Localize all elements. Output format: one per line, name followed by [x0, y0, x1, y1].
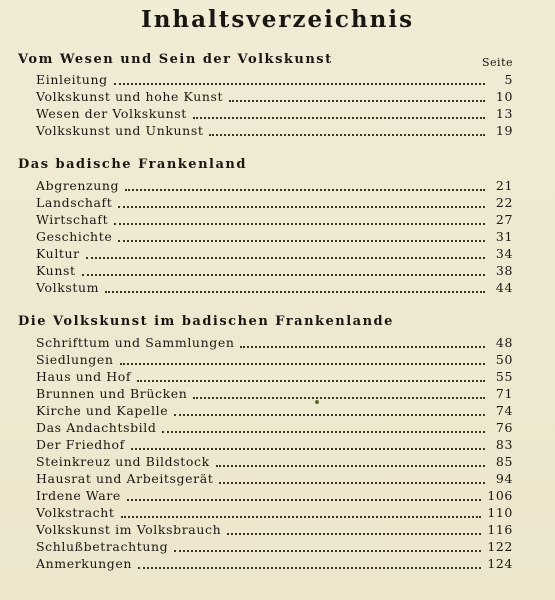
toc-entry[interactable]: [36, 539, 513, 556]
toc-entry[interactable]: [36, 72, 513, 89]
dot-leader: [227, 533, 481, 535]
toc-entry-page: 27: [495, 212, 513, 227]
toc-entry[interactable]: [36, 229, 513, 246]
dot-leader: [118, 240, 485, 242]
toc-entry[interactable]: [36, 437, 513, 454]
toc-entry[interactable]: [36, 335, 513, 352]
dot-leader: [162, 431, 485, 433]
toc-entry-label: Schlußbetrachtung: [36, 539, 169, 554]
toc-entry-page: 94: [495, 471, 513, 486]
toc-entry[interactable]: [36, 522, 513, 539]
dot-leader: [118, 206, 485, 208]
toc-entry-label: Irdene Ware: [36, 488, 121, 503]
toc-entry[interactable]: [36, 386, 513, 403]
toc-entry[interactable]: [36, 89, 513, 106]
toc-entry-page: 22: [495, 195, 513, 210]
toc-entry-label: Einleitung: [36, 72, 108, 87]
section-heading-1: Vom Wesen und Sein der Volkskunst: [18, 52, 333, 67]
toc-entry-label: Hausrat und Arbeitsgerät: [36, 471, 214, 486]
toc-entry-page: 116: [487, 522, 513, 537]
toc-entry-page: 31: [495, 229, 513, 244]
toc-entry[interactable]: [36, 403, 513, 420]
toc-entry-label: Volkstum: [36, 280, 100, 295]
toc-entry[interactable]: [36, 471, 513, 488]
toc-entry-label: Kultur: [36, 246, 80, 261]
toc-entry[interactable]: [36, 178, 513, 195]
toc-entry[interactable]: [36, 454, 513, 471]
toc-entry-label: Haus und Hof: [36, 369, 132, 384]
toc-entry-page: 38: [495, 263, 513, 278]
toc-entry[interactable]: [36, 106, 513, 123]
toc-entry-page: 74: [495, 403, 513, 418]
toc-entry-page: 124: [487, 556, 513, 571]
toc-entry-page: 110: [487, 505, 513, 520]
toc-entry-label: Steinkreuz und Bildstock: [36, 454, 210, 469]
dot-leader: [137, 380, 485, 382]
toc-entry[interactable]: [36, 123, 513, 140]
toc-entry[interactable]: [36, 195, 513, 212]
toc-entry-label: Wirtschaft: [36, 212, 109, 227]
toc-entry-label: Volkskunst und Unkunst: [36, 123, 204, 138]
toc-entry-label: Kunst: [36, 263, 76, 278]
toc-entry-label: Geschichte: [36, 229, 113, 244]
dot-leader: [174, 550, 481, 552]
dot-leader: [219, 482, 485, 484]
toc-entry-label: Volkskunst im Volksbrauch: [36, 522, 222, 537]
dot-leader: [131, 448, 485, 450]
dot-leader: [193, 397, 485, 399]
toc-entry-page: 48: [495, 335, 513, 350]
toc-entry-label: Das Andachtsbild: [36, 420, 157, 435]
toc-entry-page: 122: [487, 539, 513, 554]
toc-entry-page: 83: [495, 437, 513, 452]
dot-leader: [120, 363, 485, 365]
toc-entry-label: Abgrenzung: [36, 178, 120, 193]
toc-entry-page: 19: [495, 123, 513, 138]
dot-leader: [209, 134, 485, 136]
toc-entry[interactable]: [36, 488, 513, 505]
dot-leader: [174, 414, 485, 416]
toc-entry-page: 21: [495, 178, 513, 193]
toc-entry-page: 34: [495, 246, 513, 261]
dot-leader: [105, 291, 485, 293]
toc-entry-page: 76: [495, 420, 513, 435]
toc-entry-label: Kirche und Kapelle: [36, 403, 169, 418]
page-title: Inhaltsverzeichnis: [140, 6, 415, 33]
toc-entry-label: Volkskunst und hohe Kunst: [36, 89, 224, 104]
dot-leader: [114, 223, 485, 225]
toc-entry-page: 50: [495, 352, 513, 367]
toc-entry-page: 71: [495, 386, 513, 401]
dot-leader: [127, 499, 481, 501]
dot-leader: [216, 465, 485, 467]
toc-entry[interactable]: [36, 212, 513, 229]
dot-leader: [121, 516, 482, 518]
toc-entry-label: Anmerkungen: [36, 556, 133, 571]
toc-entry-label: Brunnen und Brücken: [36, 386, 188, 401]
toc-entry-page: 55: [495, 369, 513, 384]
toc-entry-page: 44: [495, 280, 513, 295]
toc-entry[interactable]: [36, 246, 513, 263]
dot-leader: [193, 117, 485, 119]
toc-entry[interactable]: [36, 556, 513, 573]
toc-entry[interactable]: [36, 352, 513, 369]
dot-leader: [125, 189, 485, 191]
toc-entry-label: Wesen der Volkskunst: [36, 106, 187, 121]
toc-entry-label: Siedlungen: [36, 352, 114, 367]
toc-entry[interactable]: [36, 420, 513, 437]
section-heading-2: Das badische Frankenland: [18, 157, 247, 172]
dot-leader: [240, 346, 485, 348]
toc-entry-page: 5: [504, 72, 513, 87]
toc-entry[interactable]: [36, 369, 513, 386]
toc-entry-label: Schrifttum und Sammlungen: [36, 335, 235, 350]
toc-entry-page: 106: [487, 488, 513, 503]
toc-entry-label: Volkstracht: [36, 505, 115, 520]
toc-entry-page: 13: [495, 106, 513, 121]
section-heading-3: Die Volkskunst im badischen Frankenlande: [18, 314, 394, 329]
dot-leader: [229, 100, 485, 102]
toc-entry[interactable]: [36, 263, 513, 280]
dot-leader: [138, 567, 481, 569]
seite-column-label: Seite: [482, 56, 513, 69]
dot-leader: [86, 257, 485, 259]
toc-entry[interactable]: [36, 505, 513, 522]
toc-entry[interactable]: [36, 280, 513, 297]
paper-speck: [315, 400, 319, 404]
dot-leader: [82, 274, 485, 276]
toc-entry-label: Landschaft: [36, 195, 113, 210]
dot-leader: [114, 83, 485, 85]
toc-entry-page: 10: [495, 89, 513, 104]
toc-entry-page: 85: [495, 454, 513, 469]
toc-entry-label: Der Friedhof: [36, 437, 125, 452]
